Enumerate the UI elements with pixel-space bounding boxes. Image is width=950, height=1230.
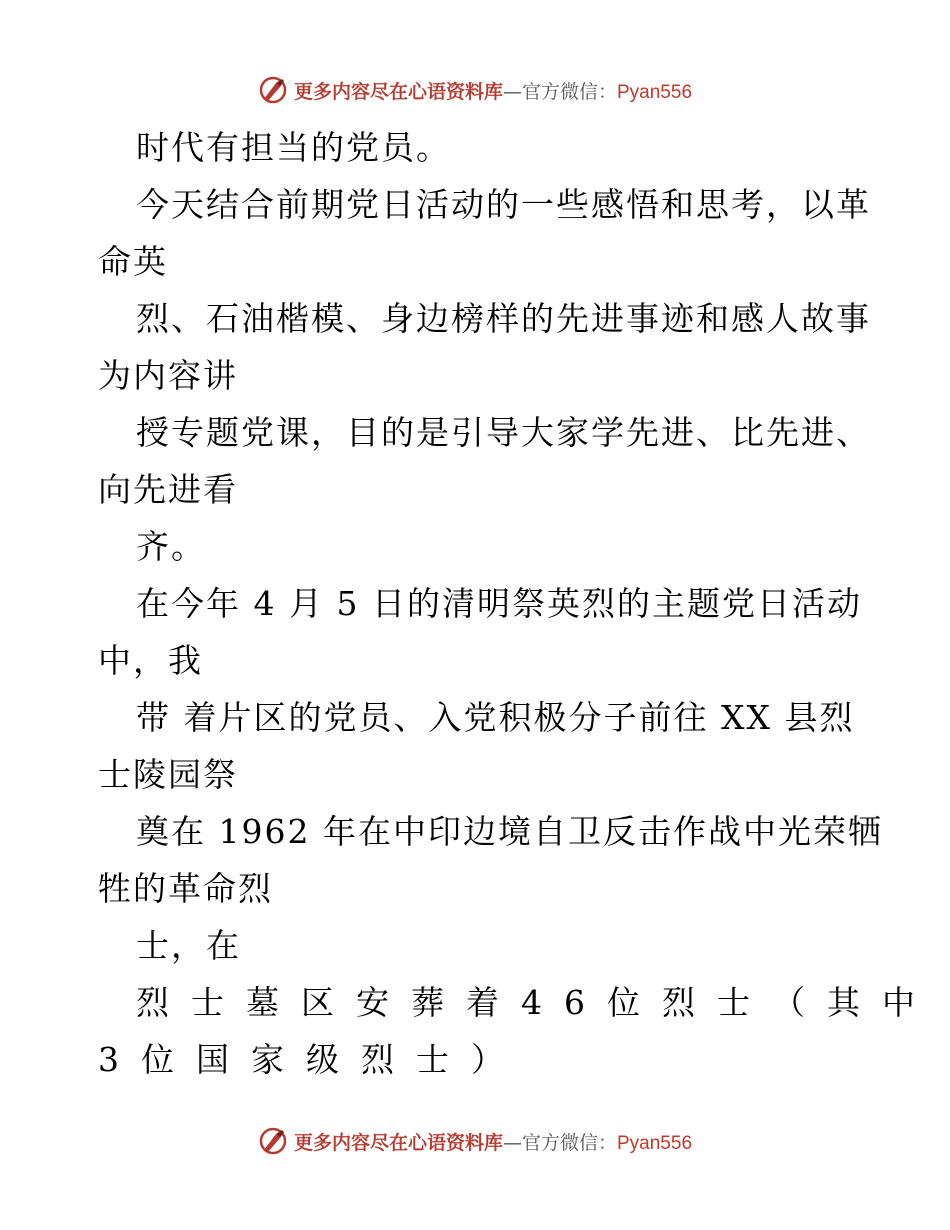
- body-line-7: 向先进看: [98, 470, 238, 509]
- body-line-6: 授专题党课，目的是引导大家学先进、比先进、: [136, 413, 871, 452]
- banner-wechat-label: —官方微信：: [502, 1131, 617, 1154]
- footer-watermark-banner: [0, 1121, 950, 1161]
- body-line-10: 中，我: [98, 641, 203, 680]
- body-line-5: 为内容讲: [98, 356, 238, 395]
- banner-wechat-id: Pyan556: [617, 1132, 693, 1154]
- body-line-2: 今天结合前期党日活动的一些感悟和思考，以革: [136, 185, 871, 224]
- banner-wechat-label: —官方微信：: [502, 80, 617, 103]
- body-line-9: 在今年 4 月 5 日的清明祭英烈的主题党日活动: [136, 584, 862, 623]
- body-line-16: 烈士墓区安葬着46位烈士（其中: [136, 983, 937, 1022]
- body-line-15: 士，在: [136, 926, 241, 965]
- header-watermark-banner: [0, 70, 950, 110]
- body-line-3: 命英: [98, 242, 168, 281]
- body-line-13: 奠在 1962 年在中印边境自卫反击作战中光荣牺: [136, 812, 883, 851]
- banner-wechat-id: Pyan556: [617, 81, 693, 103]
- banner-site-name: 更多内容尽在心语资料库: [293, 80, 503, 103]
- body-line-4: 烈、石油楷模、身边榜样的先进事迹和感人故事: [136, 299, 871, 338]
- pen-nib-logo-icon: [258, 75, 288, 105]
- body-line-14: 牲的革命烈: [98, 869, 273, 908]
- body-line-8: 齐。: [136, 527, 206, 566]
- body-line-1: 时代有担当的党员。: [136, 128, 451, 167]
- body-line-17: 3位国家级烈士）: [98, 1040, 526, 1079]
- body-line-12: 士陵园祭: [98, 755, 238, 794]
- pen-nib-logo-icon: [258, 1126, 288, 1156]
- body-line-11: 带 着片区的党员、入党积极分子前往 XX 县烈: [136, 698, 855, 737]
- banner-site-name: 更多内容尽在心语资料库: [293, 1131, 503, 1154]
